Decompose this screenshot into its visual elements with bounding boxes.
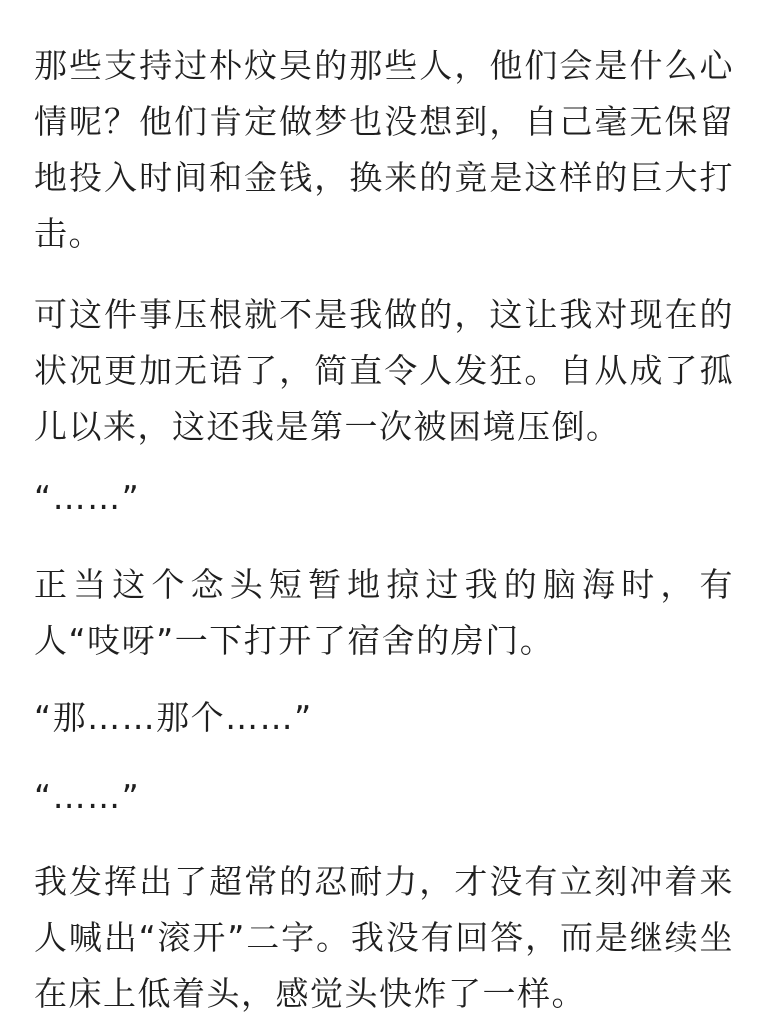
paragraph-not-my-doing: 可这件事压根就不是我做的，这让我对现在的状况更加无语了，简直令人发狂。自从成了孤儿以来，这还我是第一次被困境压倒。 bbox=[34, 295, 734, 446]
paragraph-ellipsis-reply: “……” bbox=[34, 777, 141, 816]
paragraph-door-opens: 正当这个念头短暂地掠过我的脑海时，有人“吱呀”一下打开了宿舍的房门。 bbox=[34, 565, 734, 660]
paragraph-visitor-dialogue: “那……那个……” bbox=[34, 698, 313, 737]
paragraph-ellipsis-dialogue: “……” bbox=[34, 478, 141, 517]
paragraph-patience: 我发挥出了超常的忍耐力，才没有立刻冲着来人喊出“滚开”二字。我没有回答，而是继续坐在床上低着头，感觉头快炸了一样。 bbox=[34, 862, 734, 1013]
paragraph-supporters: 那些支持过朴炆旲的那些人，他们会是什么心情呢？他们肯定做梦也没想到，自己毫无保留地投入时间和金钱，换来的竟是这样的巨大打击。 bbox=[34, 46, 734, 253]
